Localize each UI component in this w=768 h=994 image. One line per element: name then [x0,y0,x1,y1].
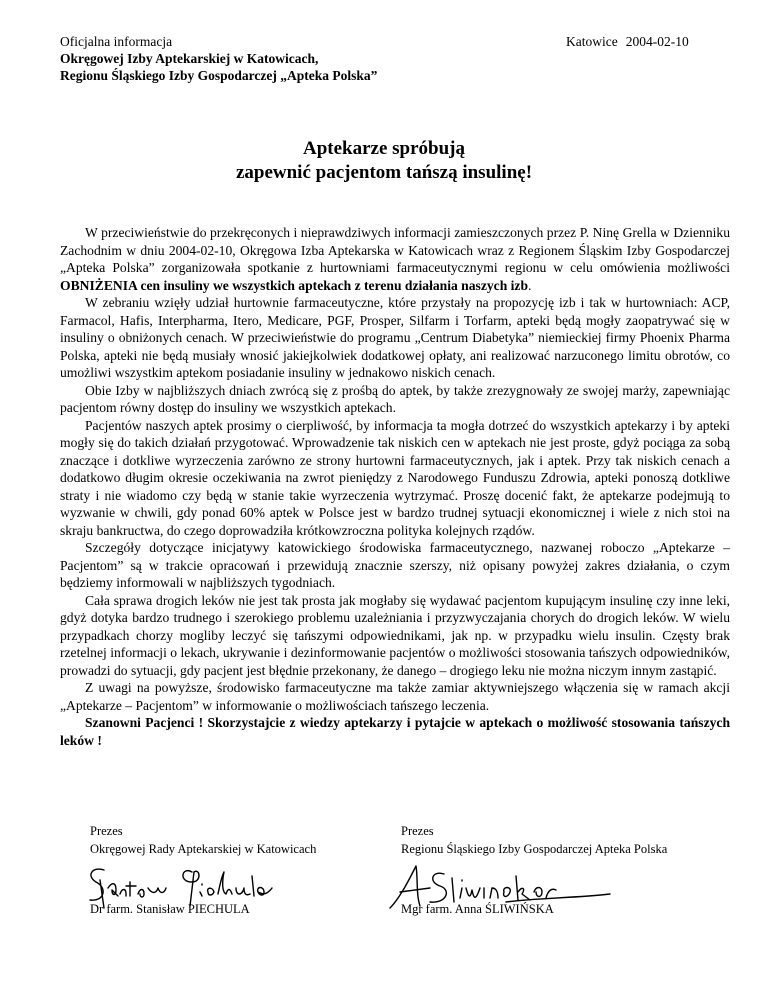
signatory-role: Prezes [401,824,434,838]
header-line-3: Regionu Śląskiego Izby Gospodarczej „Apteka Polska” [60,68,378,83]
signatory-name: Mgr farm. Anna ŚLIWIŃSKA [401,902,554,916]
header-line-1: Oficjalna informacja [60,34,173,49]
paragraph-1: W przeciwieństwie do przekręconych i nieprawdziwych informacji zamieszczonych przez P. Ninę Grella w Dzienniku Zachodnim w dniu 2004-02-10, Okręgowa Izba Aptekarska w Katowicach wraz z Regionem Śląskim Izby Gospodarczej „Apteka Polska” zorganizowała spotkanie z hurtowniami farmaceutycznymi regionu w celu omówienia możliwości OBNIŻENIA cen insuliny we wszystkich aptekach z terenu działania naszych izb. [60,225,730,293]
paragraph-3: Obie Izby w najbliższych dniach zwrócą się z prośbą do aptek, by także zrezygnowały ze swojej marży, zapewniając pacjentom równy dostęp do insuliny we wszystkich aptekach. [60,382,730,415]
paragraph-8: Szanowni Pacjenci ! Skorzystajcie z wiedzy aptekarzy i pytajcie w aptekach o możliwość stosowania tańszych leków ! [60,715,730,748]
signatory-role: Prezes [90,824,123,838]
document-title [0,137,768,185]
title-line-1: Aptekarze spróbują [302,138,466,159]
place-date [566,33,697,50]
signatory-name: Dr farm. Stanisław PIECHULA [90,902,250,916]
document-body [60,224,730,749]
header-line-2: Okręgowej Izby Aptekarskiej w Katowicach, [60,51,319,66]
signatory-org: Okręgowej Rady Aptekarskiej w Katowicach [90,842,317,856]
signature-block-right [401,822,668,916]
city: Katowice [566,34,618,49]
sender-header [60,33,377,84]
paragraph-4: Pacjentów naszych aptek prosimy o cierpliwość, by informacja ta mogła dotrzeć do wszystkich aptekarzy i by apteki mogły się do takich działań przygotować. Wprowadzenie tak niskich cen w aptekach nie jest proste, gdyż pociąga za sobą znaczące i dotkliwe wyrzeczenia zarówno ze strony hurtowni farmaceutycznych, jak i aptek. Przy tak niskich cenach a dodatkowo długim okresie oczekiwania na zwrot pieniędzy z Narodowego Funduszu Zdrowia, apteki ponoszą dotkliwe straty i nie wiadomo czy będą w stanie takie wyrzeczenia wytrzymać. Proszę docenić fakt, że aptekarze podejmują to wyzwanie w chwili, gdy ponad 60% aptek w Polsce jest w bardzo trudnej sytuacji ekonomicznej i wiele z nich stoi na skraju bankructwa, do czego doprowadziła krótkowzroczna polityka kolejnych rządów. [60,417,730,538]
emphasis-text: OBNIŻENIA cen insuliny we wszystkich aptekach z terenu działania naszych izb [60,277,529,293]
paragraph-5: Szczegóły dotyczące inicjatywy katowickiego środowiska farmaceutycznego, nazwanej roboczo „Aptekarze – Pacjentom” są w trakcie opracowań i przewidują znacznie szerszy, niż opisany powyżej zakres działania, o czym będziemy informowali w najbliższych tygodniach. [60,540,730,590]
paragraph-7: Z uwagi na powyższe, środowisko farmaceutyczne ma także zamiar aktywniejszego włączenia się w ramach akcji „Aptekarze – Pacjentom” w informowanie o możliwościach tańszego leczenia. [60,680,730,713]
title-line-2: zapewnić pacjentom tańszą insulinę! [235,162,533,183]
date: 2004-02-10 [625,34,689,49]
signatory-org: Regionu Śląskiego Izby Gospodarczej Apteka Polska [401,842,668,856]
handwritten-signature-right [386,858,616,918]
paragraph-6: Cała sprawa drogich leków nie jest tak prosta jak mogłaby się wydawać pacjentom kupującym insulinę czy inne leki, gdyż dotyka bardzo trudnego i szerokiego problemu uzależniania i przyzwyczajania chorych do drogich leków. W wielu przypadkach chorzy mogliby leczyć się tańszymi odpowiednikami, jak np. w przypadku wielu insulin. Częsty brak rzetelnej informacji o lekach, ukrywanie i dezinformowanie pacjentów o możliwości stosowania tańszych odpowiedników, prowadzi do sytuacji, gdy pacjent jest błędnie przekonany, że danego – drogiego leku nie można niczym innym zastąpić. [60,592,730,678]
signature-block-left [90,822,317,916]
paragraph-2: W zebraniu wzięły udział hurtownie farmaceutyczne, które przystały na propozycję izb i tak w hurtowniach: ACP, Farmacol, Hafis, Interpharma, Itero, Medicare, PGF, Prosper, Silfarm i Torfarm, apteki będą mogły zaopatrywać się w insuliny o obniżonych cenach. W przeciwieństwie do programu „Centrum Diabetyka” niemieckiej firmy Phoenix Pharma Polska, apteki nie będą musiały wnosić jakiejkolwiek dodatkowej opłaty, ani realizować narzuconego limitu obrotów, co umożliwi wszystkim aptekom posiadanie insuliny w jednakowo niskich cenach. [60,295,730,380]
handwritten-signature-left [82,858,282,918]
